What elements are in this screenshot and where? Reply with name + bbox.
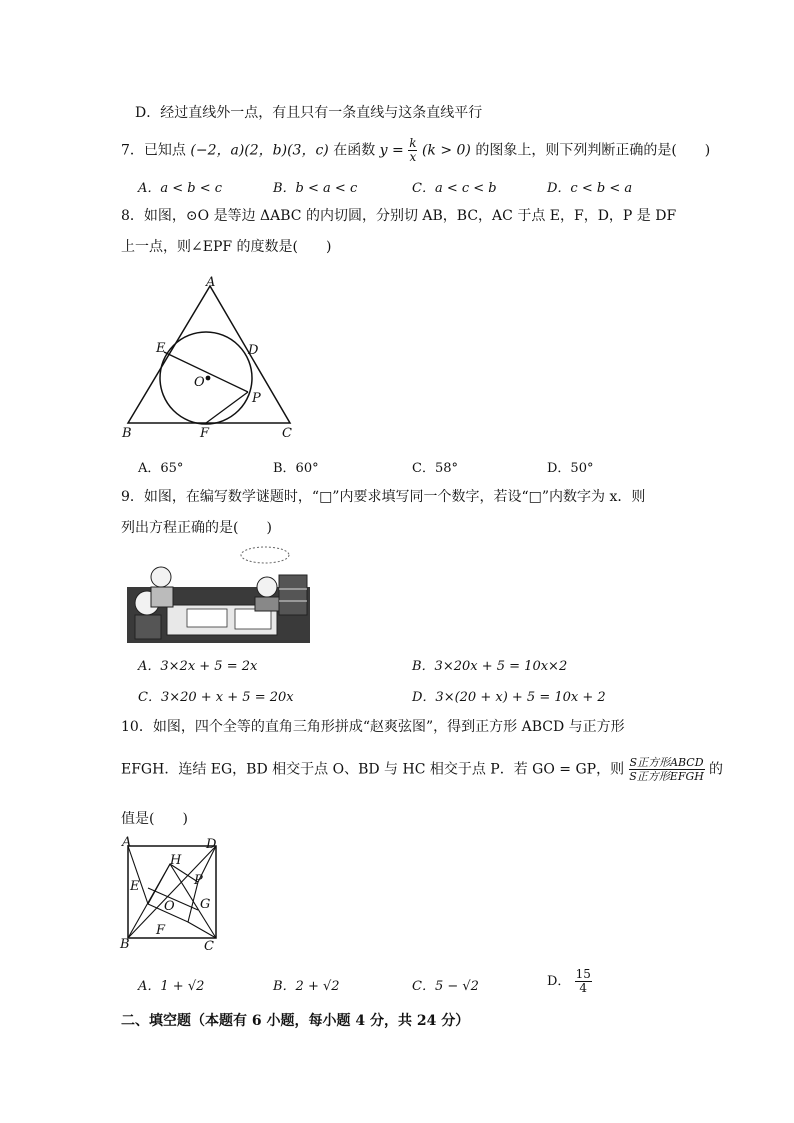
label-d: D: [248, 343, 259, 358]
label-c: C: [204, 939, 214, 952]
q7-stem-b: 在函数: [333, 142, 376, 159]
q7-func-num: k: [409, 136, 417, 150]
center-dot: [206, 376, 211, 381]
q8-option-b: B．60°: [273, 461, 319, 476]
q9-classroom-illustration: [127, 545, 310, 643]
label-a: A: [122, 836, 132, 850]
question-7-stem: [121, 137, 710, 164]
label-o: O: [164, 899, 175, 914]
q7-func-fraction: [408, 137, 417, 164]
q8-line-2: 上一点，则∠EPF 的度数是( ): [121, 239, 332, 255]
q7-stem-c: 的图象上，则下列判断正确的是( ): [475, 142, 711, 159]
q10-zhaoshuang-figure: [118, 836, 224, 952]
label-e: E: [130, 879, 140, 894]
q10-ratio-den: S正方形EFGH: [629, 770, 704, 783]
q7-func-den: x: [409, 150, 417, 164]
q8-option-d: D．50°: [547, 461, 594, 476]
label-b: B: [122, 426, 132, 441]
q9-option-c: C．3×20 + x + 5 = 20x: [138, 690, 294, 705]
label-p: P: [194, 873, 203, 888]
label-e: E: [156, 341, 166, 356]
segment-ep: [164, 352, 248, 392]
q8-incircle-figure: [118, 274, 308, 442]
q6-option-d: D．经过直线外一点，有且只有一条直线与这条直线平行: [135, 105, 483, 121]
q10-option-d-label: D．: [547, 974, 571, 989]
label-b: B: [120, 937, 130, 952]
q10-option-d-fraction: [575, 968, 592, 995]
label-f: F: [156, 923, 166, 938]
q8-option-a: A．65°: [138, 461, 184, 476]
q7-func-lhs: y =: [379, 142, 404, 159]
q9-option-d: D．3×(20 + x) + 5 = 10x + 2: [412, 690, 606, 705]
q9-option-b: B．3×20x + 5 = 10x×2: [412, 659, 568, 674]
q9-line-1: 9．如图，在编写数学谜题时，“□”内要求填写同一个数字，若设“□”内数字为 x．则: [121, 489, 646, 505]
q10-option-a: A．1 + √2: [138, 979, 205, 994]
label-f: F: [200, 426, 210, 441]
q10-ratio-num: S正方形ABCD: [629, 756, 704, 769]
label-d: D: [206, 837, 217, 852]
q10-option-d-num: 15: [575, 967, 591, 981]
q10-option-c: C．5 − √2: [412, 979, 479, 994]
q10-option-d: [547, 968, 592, 995]
triangle-abc: [128, 286, 290, 423]
q9-line-2: 列出方程正确的是( ): [121, 520, 272, 536]
q7-option-c: C．a < c < b: [412, 181, 497, 196]
q7-stem-a: 7．已知点: [121, 142, 186, 159]
q10-option-d-den: 4: [579, 981, 588, 995]
q10-line-2b: 的: [709, 761, 723, 778]
q8-option-c: C．58°: [412, 461, 458, 476]
label-c: C: [282, 426, 292, 441]
label-p: P: [252, 391, 261, 406]
q10-line-2: [121, 756, 723, 783]
q10-line-1: 10．如图，四个全等的直角三角形拼成“赵爽弦图”，得到正方形 ABCD 与正方形: [121, 719, 625, 735]
q7-option-a: A．a < b < c: [138, 181, 223, 196]
q10-line-3: 值是( ): [121, 811, 188, 827]
q9-option-a: A．3×2x + 5 = 2x: [138, 659, 258, 674]
label-g: G: [200, 897, 211, 912]
q7-option-b: B．b < a < c: [273, 181, 358, 196]
label-a: A: [206, 275, 216, 290]
q10-area-ratio: [629, 756, 705, 783]
q10-option-b: B．2 + √2: [273, 979, 340, 994]
q10-line-2a: EFGH．连结 EG，BD 相交于点 O、BD 与 HC 相交于点 P．若 GO = GP，则: [121, 761, 625, 778]
q8-line-1: 8．如图，⊙O 是等边 ΔABC 的内切圆，分别切 AB，BC，AC 于点 E，F，D，P 是 DF: [121, 208, 677, 224]
q7-func-cond: (k > 0): [421, 142, 471, 159]
section-2-title: 二、填空题（本题有 6 小题，每小题 4 分，共 24 分）: [121, 1013, 470, 1029]
label-o: O: [194, 375, 205, 390]
q7-points: (−2，a)(2，b)(3，c): [190, 142, 329, 159]
q7-option-d: D．c < b < a: [547, 181, 633, 196]
label-h: H: [170, 853, 182, 868]
